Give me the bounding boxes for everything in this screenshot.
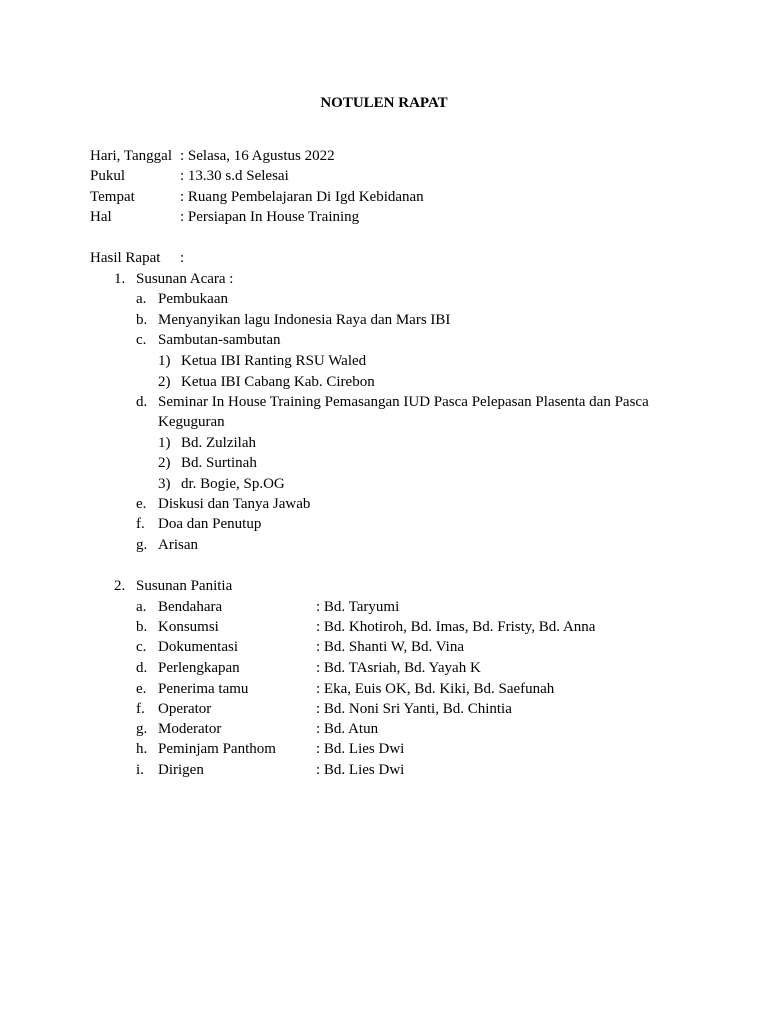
list-item: Arisan xyxy=(158,537,198,553)
list-item-letter: b. xyxy=(136,619,148,635)
panitia-role: Bendahara xyxy=(158,599,223,615)
list-item-letter: e. xyxy=(136,681,147,697)
meta-value-pukul: : 13.30 s.d Selesai xyxy=(180,168,289,184)
list-item-letter: e. xyxy=(136,496,147,512)
panitia-names: : Bd. Khotiroh, Bd. Imas, Bd. Fristy, Bd. Anna xyxy=(316,619,596,635)
meta-value-tempat: : Ruang Pembelajaran Di Igd Kebidanan xyxy=(180,189,424,205)
list-item-letter: a. xyxy=(136,291,147,307)
list-item: Seminar In House Training Pemasangan IUD Pasca Pelepasan Plasenta dan Pasca xyxy=(158,394,649,410)
panitia-names: : Eka, Euis OK, Bd. Kiki, Bd. Saefunah xyxy=(316,681,555,697)
meta-label-hal: Hal xyxy=(90,209,112,225)
list-item-letter: a. xyxy=(136,599,147,615)
panitia-names: : Bd. TAsriah, Bd. Yayah K xyxy=(316,660,481,676)
list-item: Doa dan Penutup xyxy=(158,516,262,532)
list-item-letter: g. xyxy=(136,721,148,737)
list-item: Diskusi dan Tanya Jawab xyxy=(158,496,311,512)
meta-value-hal: : Persiapan In House Training xyxy=(180,209,360,225)
meta-label-tempat: Tempat xyxy=(90,189,135,205)
hasil-rapat-label: Hasil Rapat xyxy=(90,250,161,266)
section-number: 2. xyxy=(114,578,126,594)
list-item-letter: g. xyxy=(136,537,148,553)
list-item-letter: h. xyxy=(136,741,148,757)
list-item-letter: b. xyxy=(136,312,148,328)
list-item: Pembukaan xyxy=(158,291,228,307)
panitia-role: Dirigen xyxy=(158,762,204,778)
panitia-role: Perlengkapan xyxy=(158,660,240,676)
list-item-letter: f. xyxy=(136,701,145,717)
panitia-role: Konsumsi xyxy=(158,619,219,635)
list-item-letter: c. xyxy=(136,639,147,655)
panitia-role: Moderator xyxy=(158,721,222,737)
list-item-letter: d. xyxy=(136,394,148,410)
panitia-names: : Bd. Lies Dwi xyxy=(316,741,405,757)
list-item: Menyanyikan lagu Indonesia Raya dan Mars IBI xyxy=(158,312,451,328)
sub-item-number: 3) xyxy=(158,476,171,492)
sub-item-number: 1) xyxy=(158,435,171,451)
list-item-continuation: Keguguran xyxy=(158,414,225,430)
sub-item: Ketua IBI Cabang Kab. Cirebon xyxy=(181,374,375,390)
section-number: 1. xyxy=(114,271,126,287)
list-item-letter: f. xyxy=(136,516,145,532)
sub-item: Bd. Surtinah xyxy=(181,455,257,471)
panitia-role: Penerima tamu xyxy=(158,681,249,697)
panitia-names: : Bd. Noni Sri Yanti, Bd. Chintia xyxy=(316,701,512,717)
sub-item-number: 2) xyxy=(158,374,171,390)
panitia-names: : Bd. Lies Dwi xyxy=(316,762,405,778)
meta-label-pukul: Pukul xyxy=(90,168,126,184)
panitia-role: Peminjam Panthom xyxy=(158,741,276,757)
list-item-letter: c. xyxy=(136,332,147,348)
section-heading: Susunan Panitia xyxy=(136,578,233,594)
panitia-names: : Bd. Taryumi xyxy=(316,599,400,615)
list-item-letter: d. xyxy=(136,660,148,676)
list-item: Sambutan-sambutan xyxy=(158,332,281,348)
panitia-role: Dokumentasi xyxy=(158,639,238,655)
hasil-rapat-colon: : xyxy=(180,250,185,266)
panitia-role: Operator xyxy=(158,701,212,717)
list-item-letter: i. xyxy=(136,762,144,778)
section-heading: Susunan Acara : xyxy=(136,271,234,287)
sub-item: Bd. Zulzilah xyxy=(181,435,256,451)
sub-item-number: 2) xyxy=(158,455,171,471)
document-title: NOTULEN RAPAT xyxy=(320,95,448,111)
meta-label-hari-tanggal: Hari, Tanggal xyxy=(90,148,172,164)
sub-item: dr. Bogie, Sp.OG xyxy=(181,476,285,492)
meta-value-hari-tanggal: : Selasa, 16 Agustus 2022 xyxy=(180,148,335,164)
panitia-names: : Bd. Atun xyxy=(316,721,379,737)
sub-item-number: 1) xyxy=(158,353,171,369)
sub-item: Ketua IBI Ranting RSU Waled xyxy=(181,353,367,369)
panitia-names: : Bd. Shanti W, Bd. Vina xyxy=(316,639,465,655)
